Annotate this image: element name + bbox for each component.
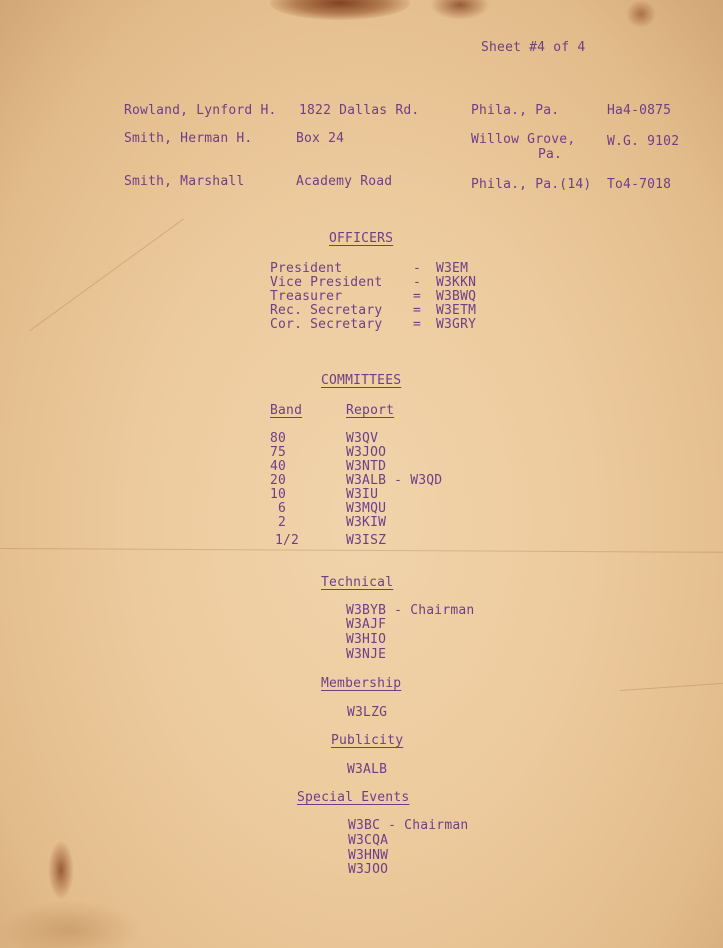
sheet-number: Sheet #4 of 4 [481,40,586,55]
member-name: Smith, Herman H. [124,131,253,146]
officer-call: W3ETM [436,303,477,318]
member-name: Rowland, Lynford H. [124,103,277,118]
band-column-header: Band [270,403,303,418]
member-address: Academy Road [296,174,393,189]
crease-line [0,548,723,553]
band-value: 80 [270,431,287,446]
publicity-heading: Publicity [331,733,404,748]
membership-heading: Membership [321,676,402,691]
band-value: 1/2 [275,533,300,548]
member-phone: To4-7018 [607,177,672,192]
officers-heading: OFFICERS [329,231,394,246]
report-call: W3IU [346,487,379,502]
officer-call: W3BWQ [436,289,477,304]
officer-role: Vice President [270,275,383,290]
member-city: Willow Grove, [471,132,576,147]
report-call: W3JOO [346,445,387,460]
left-spot-stain [48,840,74,900]
bottom-stain [0,900,140,948]
member-phone: Ha4-0875 [607,103,672,118]
special-events-heading: Special Events [297,790,410,805]
member-address: Box 24 [296,131,345,146]
technical-member: W3HIO [346,632,387,647]
member-city: Phila., Pa.(14) [471,177,592,192]
member-city: Phila., Pa. [471,103,560,118]
report-call: W3ISZ [346,533,387,548]
officer-dash: = [413,317,422,332]
officer-role: President [270,261,343,276]
technical-member: W3BYB - Chairman [346,603,475,618]
report-call: W3KIW [346,515,387,530]
committees-heading: COMMITTEES [321,373,402,388]
special-events-member: W3BC - Chairman [348,818,469,833]
officer-call: W3EM [436,261,469,276]
officer-call: W3KKN [436,275,477,290]
officer-dash: = [413,289,422,304]
top-stain [270,0,410,20]
member-city-line2: Pa. [538,147,563,162]
band-value: 40 [270,459,287,474]
band-value: 2 [278,515,287,530]
crease-line [620,683,723,691]
report-column-header: Report [346,403,395,418]
report-call: W3MQU [346,501,387,516]
membership-member: W3LZG [347,705,388,720]
report-call: W3QV [346,431,379,446]
officer-dash: - [413,275,422,290]
special-events-member: W3HNW [348,848,389,863]
officer-role: Treasurer [270,289,343,304]
publicity-member: W3ALB [347,762,388,777]
officer-dash: = [413,303,422,318]
band-value: 6 [278,501,287,516]
officer-call: W3GRY [436,317,477,332]
corner-stain [626,0,656,28]
officer-role: Cor. Secretary [270,317,383,332]
top-stain-small [430,0,490,20]
technical-member: W3AJF [346,617,387,632]
band-value: 10 [270,487,287,502]
technical-member: W3NJE [346,647,387,662]
member-address: 1822 Dallas Rd. [299,103,420,118]
report-call: W3NTD [346,459,387,474]
special-events-member: W3JOO [348,862,389,877]
report-call: W3ALB - W3QD [346,473,443,488]
special-events-member: W3CQA [348,833,389,848]
officer-role: Rec. Secretary [270,303,383,318]
crease-line [30,218,184,330]
member-phone: W.G. 9102 [607,134,680,149]
band-value: 20 [270,473,287,488]
member-name: Smith, Marshall [124,174,245,189]
technical-heading: Technical [321,575,394,590]
band-value: 75 [270,445,287,460]
officer-dash: - [413,261,422,276]
